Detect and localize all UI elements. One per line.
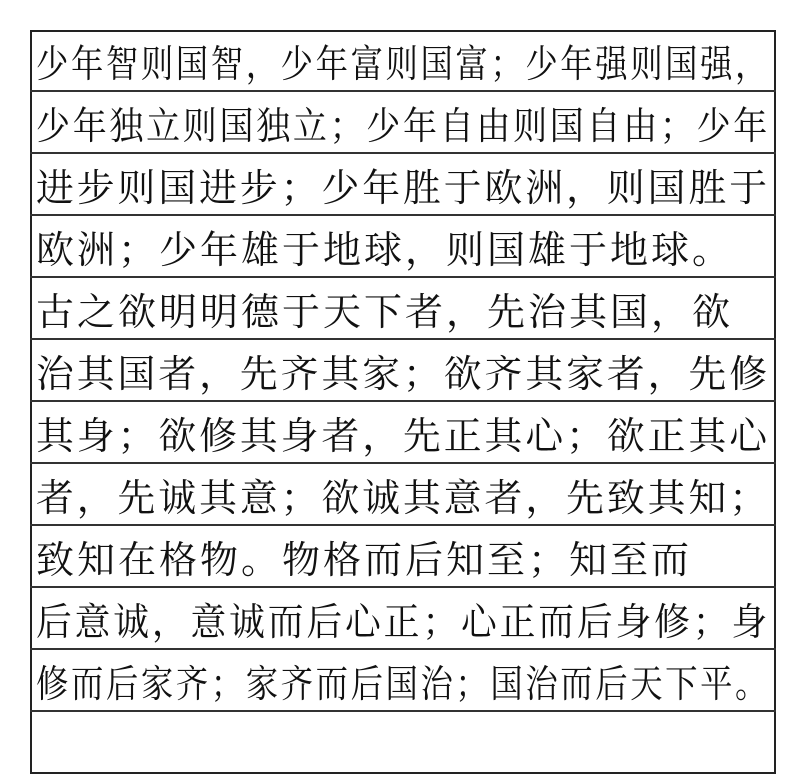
blank-line (30, 712, 776, 774)
text-line-5 (30, 278, 776, 340)
text-line-6 (30, 340, 776, 402)
text-line-4 (30, 216, 776, 278)
text-line-11-content: 修而后家齐；家齐而后国治；国治而后天下平。 (36, 661, 771, 706)
text-line-8 (30, 464, 776, 526)
text-line-2 (30, 92, 776, 154)
text-line-6-content: 治其国者，先齐其家；欲齐其家者，先修 (36, 351, 771, 396)
text-line-7 (30, 402, 776, 464)
text-line-10 (30, 588, 776, 650)
text-line-1-content: 少年智则国智，少年富则国富；少年强则国强， (36, 41, 771, 86)
text-line-10-content: 后意诚，意诚而后心正；心正而后身修；身 (36, 599, 771, 644)
text-line-9-content: 致知在格物。物格而后知至；知至而 (36, 537, 693, 582)
text-line-11 (30, 650, 776, 712)
text-line-9 (30, 526, 776, 588)
text-line-2-content: 少年独立则国独立；少年自由则国自由；少年 (36, 103, 771, 148)
text-line-8-content: 者，先诚其意；欲诚其意者，先致其知； (36, 475, 771, 520)
text-line-3 (30, 154, 776, 216)
text-line-7-content: 其身；欲修其身者，先正其心；欲正其心 (36, 413, 771, 458)
text-line-4-content: 欧洲；少年雄于地球，则国雄于地球。 (36, 227, 734, 272)
text-line-3-content: 进步则国进步；少年胜于欧洲，则国胜于 (36, 165, 771, 210)
text-line-1 (30, 30, 776, 92)
text-line-5-content: 古之欲明明德于天下者，先治其国，欲 (36, 289, 734, 334)
